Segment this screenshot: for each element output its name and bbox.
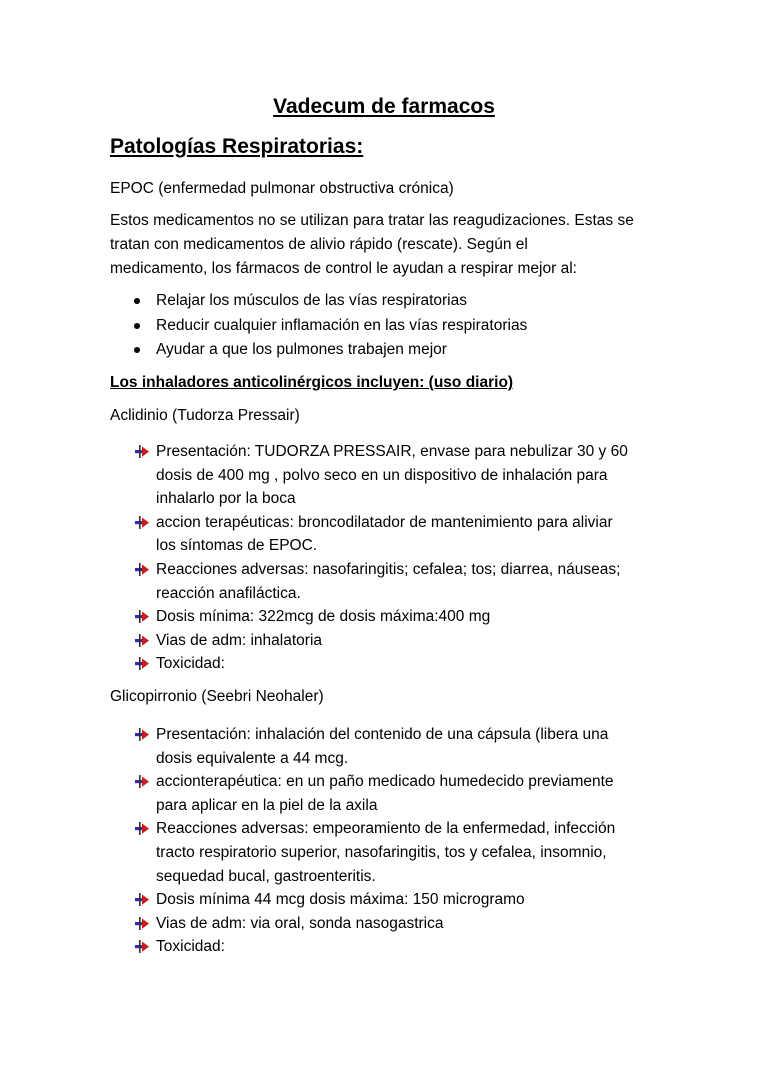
arrow-bullet-icon (134, 563, 150, 577)
section-heading: Patologías Respiratorias: (110, 135, 364, 158)
list-item (110, 314, 527, 339)
list-item (110, 723, 670, 770)
list-item (110, 629, 670, 653)
list-item (110, 888, 670, 912)
intro-line: Estos medicamentos no se utilizan para tratar las reagudizaciones. Estas se (110, 212, 634, 229)
list-item-line: dosis de 400 mg , polvo seco en un dispositivo de inhalación para (156, 466, 608, 484)
bullet-dot-icon (134, 347, 140, 353)
list-item (110, 817, 670, 888)
epoc-line: EPOC (enfermedad pulmonar obstructiva crónica) (110, 180, 454, 197)
list-item (110, 338, 527, 363)
list-item (110, 289, 527, 314)
list-item-line: Dosis mínima 44 mcg dosis máxima: 150 microgramo (156, 891, 525, 909)
list-item-line: Presentación: TUDORZA PRESSAIR, envase para nebulizar 30 y 60 (156, 443, 628, 460)
list-item-line: accion terapéuticas: broncodilatador de mantenimiento para aliviar (156, 513, 613, 531)
list-item (110, 652, 670, 676)
document-title: Vadecum de farmacos (273, 95, 495, 118)
arrow-bullet-icon (134, 917, 150, 931)
list-item-line: inhalarlo por la boca (156, 490, 296, 508)
list-item-line: los síntomas de EPOC. (156, 537, 318, 555)
arrow-bullet-icon (134, 893, 150, 907)
drug-name: Glicopirronio (Seebri Neohaler) (110, 688, 324, 705)
list-item-line: tracto respiratorio superior, nasofaringitis, tos y cefalea, insomnio, (156, 843, 607, 861)
arrow-bullet-icon (134, 516, 150, 530)
intro-line: medicamento, los fármacos de control le ayudan a respirar mejor al: (110, 260, 577, 277)
drug-name: Aclidinio (Tudorza Pressair) (110, 407, 300, 424)
drug-details-list (110, 440, 670, 676)
list-item-text: Ayudar a que los pulmones trabajen mejor (156, 341, 447, 358)
list-item-line: para aplicar en la piel de la axila (156, 796, 378, 814)
bullet-dot-icon (134, 323, 140, 329)
bullet-dot-icon (134, 298, 140, 304)
list-item-line: Toxicidad: (156, 655, 225, 673)
list-item (110, 511, 670, 558)
drug-details-list (110, 723, 670, 959)
list-item (110, 440, 670, 511)
list-item-line: sequedad bucal, gastroenteritis. (156, 867, 376, 885)
arrow-bullet-icon (134, 610, 150, 624)
list-item-line: Reacciones adversas: nasofaringitis; cefalea; tos; diarrea, náuseas; (156, 560, 621, 578)
benefits-list (110, 289, 527, 363)
list-item-line: reacción anafiláctica. (156, 584, 301, 602)
arrow-bullet-icon (134, 634, 150, 648)
list-item-line: accionterapéutica: en un paño medicado humedecido previamente (156, 773, 614, 791)
list-item-text: Relajar los músculos de las vías respiratorias (156, 292, 467, 309)
list-item-line: Toxicidad: (156, 938, 225, 956)
list-item (110, 935, 670, 959)
list-item (110, 605, 670, 629)
list-item-line: Vias de adm: via oral, sonda nasogastrica (156, 914, 444, 932)
list-item-line: dosis equivalente a 44 mcg. (156, 749, 349, 767)
arrow-bullet-icon (134, 728, 150, 742)
list-item-line: Vias de adm: inhalatoria (156, 631, 323, 649)
list-item (110, 558, 670, 605)
anticholinergic-heading: Los inhaladores anticolinérgicos incluyen: (uso diario) (110, 374, 514, 391)
list-item (110, 912, 670, 936)
list-item-line: Presentación: inhalación del contenido de una cápsula (libera una (156, 726, 609, 743)
arrow-bullet-icon (134, 775, 150, 789)
intro-line: tratan con medicamentos de alivio rápido (rescate). Según el (110, 236, 528, 253)
intro-paragraph (110, 209, 670, 281)
arrow-bullet-icon (134, 445, 150, 459)
arrow-bullet-icon (134, 657, 150, 671)
list-item-text: Reducir cualquier inflamación en las vías respiratorias (156, 316, 528, 334)
arrow-bullet-icon (134, 940, 150, 954)
list-item (110, 770, 670, 817)
list-item-line: Reacciones adversas: empeoramiento de la enfermedad, infección (156, 820, 616, 838)
list-item-line: Dosis mínima: 322mcg de dosis máxima:400 mg (156, 608, 491, 626)
arrow-bullet-icon (134, 822, 150, 836)
